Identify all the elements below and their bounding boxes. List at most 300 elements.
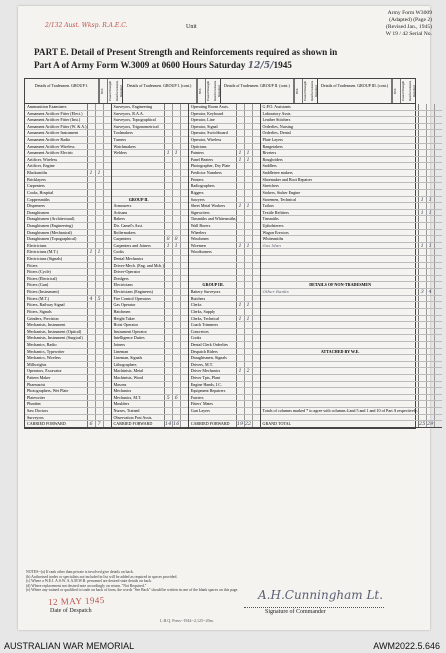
trade-label: Dental Clerk Orderlies [189, 342, 237, 348]
count-cell [427, 117, 435, 123]
count-cell [88, 335, 96, 341]
table-row [261, 137, 442, 144]
trade-label: CARRIED FORWARD [112, 421, 165, 427]
count-cell [419, 375, 427, 381]
table-row [261, 183, 442, 190]
count-cell [181, 170, 188, 176]
count-cell [88, 415, 96, 421]
count-cell [253, 249, 260, 255]
count-cell: 1 [245, 316, 253, 322]
count-cell [173, 282, 181, 288]
count-cell [181, 256, 188, 262]
count-cell [245, 401, 253, 407]
table-row [189, 236, 260, 243]
count-cell [427, 309, 435, 315]
trade-label: Hoist Operator [112, 322, 165, 328]
table-row [112, 375, 188, 382]
trade-label: Armament Artificer Wireless [25, 144, 88, 150]
group-header: Details of Tradesmen. GROUP I. (cont.) [123, 79, 197, 103]
count-cell [237, 349, 245, 355]
count-cell [245, 197, 253, 203]
despatch-label: Date of Despatch [50, 608, 92, 614]
trade-label: Mechanics, Radio [25, 342, 88, 348]
count-cell [253, 362, 260, 368]
count-cell [245, 309, 253, 315]
count-cell [253, 117, 260, 123]
table-row [112, 104, 188, 111]
table-row [261, 276, 442, 283]
count-cell [245, 137, 253, 143]
table-row [25, 216, 111, 223]
count-cell: 1 [427, 197, 435, 203]
trade-label: Gas Man [261, 243, 419, 249]
trade-label [261, 263, 419, 269]
table-row [261, 263, 442, 270]
count-cell [237, 401, 245, 407]
trade-label: Engine Hands, I.C. [189, 382, 237, 388]
trade-label [112, 183, 165, 189]
table-row [112, 382, 188, 389]
count-cell [173, 216, 181, 222]
count-cell [253, 104, 260, 110]
trade-label [261, 375, 419, 381]
count-cell [96, 401, 104, 407]
count-cell [237, 263, 245, 269]
count-cell [165, 296, 173, 302]
table-row [25, 183, 111, 190]
count-cell [435, 117, 442, 123]
table-row [189, 104, 260, 111]
trade-label: Mechanists, Instrument (Surgical) [25, 335, 88, 341]
count-cell [245, 124, 253, 130]
trade-label: Storemen, Technical [261, 197, 419, 203]
table-row [112, 210, 188, 217]
count-cell: 1 [165, 150, 173, 156]
count-cell [173, 349, 181, 355]
trade-label [261, 256, 419, 262]
count-cell [435, 335, 442, 341]
count-cell [435, 236, 442, 242]
table-row [25, 322, 111, 329]
count-cell [104, 342, 111, 348]
count-cell [96, 329, 104, 335]
table-row [112, 302, 188, 309]
count-cell [104, 309, 111, 315]
count-cell [104, 362, 111, 368]
table-row [189, 329, 260, 336]
trade-label: Saw Doctors [25, 408, 88, 414]
count-cell [165, 111, 173, 117]
count-cell [435, 104, 442, 110]
trade-label: Gas Operator [112, 302, 165, 308]
title-line-1: PART E. Detail of Present Strength and Reinforcements required as shown in [34, 47, 338, 57]
table-row [189, 170, 260, 177]
count-cell [245, 216, 253, 222]
table-row [261, 124, 442, 131]
count-cell [427, 137, 435, 143]
trade-label: Armament Artificer Radio [25, 137, 88, 143]
count-cell [253, 223, 260, 229]
count-cell: 19 [236, 421, 244, 428]
count-cell [245, 104, 253, 110]
count-cell [173, 388, 181, 394]
count-cell [181, 269, 188, 275]
count-cell [419, 276, 427, 282]
trade-label: Wheelers [189, 230, 237, 236]
count-cell [427, 349, 435, 355]
count-cell [173, 210, 181, 216]
count-cell [253, 197, 260, 203]
count-cell [88, 163, 96, 169]
count-cell [435, 111, 442, 117]
count-cell [427, 263, 435, 269]
count-cell [96, 104, 104, 110]
count-cell [237, 170, 245, 176]
table-row [189, 302, 260, 309]
trade-label: Fitters (Cycle) [25, 269, 88, 275]
trade-label [189, 269, 237, 275]
trade-label: Operator, Line [189, 117, 237, 123]
count-cell [88, 236, 96, 242]
count-cell [173, 230, 181, 236]
count-cell [173, 316, 181, 322]
table-row [261, 223, 442, 230]
count-cell [165, 216, 173, 222]
table-row [112, 137, 188, 144]
count-cell [165, 362, 173, 368]
trade-label: Riggers [189, 190, 237, 196]
trade-label: Driver-Mech. (Eng. and Mch.) [113, 262, 164, 268]
count-cell [173, 355, 181, 361]
trade-label: Electricians (Signals) [25, 256, 88, 262]
trade-label: Lineman [112, 349, 165, 355]
count-cell [88, 230, 96, 236]
count-cell [165, 375, 173, 381]
table-row [25, 177, 111, 184]
count-cell [245, 296, 253, 302]
count-cell [96, 137, 104, 143]
count-cell [104, 170, 111, 176]
count-cell [88, 190, 96, 196]
count-cell [253, 415, 260, 421]
table-row [112, 203, 188, 210]
count-cell [173, 296, 181, 302]
count-cell: 1 [245, 203, 253, 209]
trade-label: Grinders, Precision [25, 316, 88, 322]
count-cell [427, 276, 435, 282]
count-cell [435, 329, 442, 335]
count-cell [245, 177, 253, 183]
trade-label: Operator, Keyboard [189, 111, 237, 117]
count-cell [435, 223, 442, 229]
table-row [189, 117, 260, 124]
count-cell [96, 190, 104, 196]
count-cell [237, 124, 245, 130]
trade-label: Artisans [112, 210, 165, 216]
table-row [112, 157, 188, 164]
count-cell [181, 177, 188, 183]
count-cell [237, 382, 245, 388]
count-cell [181, 124, 188, 130]
count-cell [237, 282, 245, 288]
count-cell [165, 170, 173, 176]
trade-label [261, 415, 419, 421]
count-cell [88, 276, 96, 282]
trade-label: Carpenters and Joiners [112, 243, 165, 249]
count-cell: 2 [245, 368, 253, 374]
table-row [25, 223, 111, 230]
count-cell [435, 216, 442, 222]
count-cell [104, 289, 111, 295]
table-row [25, 349, 111, 356]
trade-label: Orderlies, Nursing [261, 124, 419, 130]
count-cell [96, 375, 104, 381]
count-cell [245, 183, 253, 189]
count-cell: 1 [245, 157, 253, 163]
count-cell [165, 263, 173, 269]
count-cell [427, 170, 435, 176]
count-cell [165, 388, 173, 394]
trade-label: Wiremen [189, 243, 237, 249]
count-cell [165, 415, 173, 421]
trade-label: Boilermakers [112, 230, 165, 236]
count-cell [181, 111, 188, 117]
count-cell [165, 368, 173, 374]
count-cell: 1 [419, 197, 427, 203]
table-row [261, 282, 442, 289]
count-cell [165, 223, 173, 229]
column-group-2-cont [189, 104, 261, 428]
count-cell [173, 170, 181, 176]
count-cell [173, 382, 181, 388]
count-cell [165, 190, 173, 196]
trade-label: Saddletree makers [261, 170, 419, 176]
table-row [261, 117, 442, 124]
count-cell [181, 368, 188, 374]
count-cell [237, 329, 245, 335]
count-cell [96, 124, 104, 130]
year: 1945 [273, 59, 292, 70]
count-cell [253, 368, 260, 374]
trade-label: Despatch Riders [189, 349, 237, 355]
form-line: Army Form W3009 [387, 10, 432, 16]
count-cell [165, 349, 173, 355]
table-row [261, 289, 442, 296]
count-cell [435, 157, 442, 163]
count-cell [104, 408, 111, 414]
trade-label: Fitters (Instrument) [25, 289, 88, 295]
count-cell [435, 415, 442, 421]
table-row [261, 382, 442, 389]
trade-label: Fitters (M.T.) [25, 296, 88, 302]
trade-label: Cooks [112, 249, 165, 255]
count-cell [427, 329, 435, 335]
table-row [261, 256, 442, 263]
note-line: (c) Where a W.E.I. A.S.W. A.A.M.W.R. personnel are desired state details on back. [26, 579, 152, 584]
trade-label [189, 276, 237, 282]
count-cell [237, 269, 245, 275]
trade-label: Dispensers [25, 203, 88, 209]
count-cell [435, 401, 442, 407]
trade-label: GROUP II. [112, 197, 165, 203]
commander-signature: A.H.Cunningham Lt. [258, 588, 384, 602]
trade-label [189, 415, 237, 421]
count-cell [96, 368, 104, 374]
table-row [112, 276, 188, 283]
count-cell [96, 197, 104, 203]
trade-label: GROUP III. [189, 282, 237, 288]
trade-label [261, 362, 419, 368]
count-cell [165, 276, 173, 282]
table-row [112, 117, 188, 124]
count-cell [419, 269, 427, 275]
count-cell: 4 [427, 289, 435, 295]
count-cell [427, 382, 435, 388]
count-cell [435, 421, 442, 427]
count-cell [435, 395, 442, 401]
trade-label: Other Ranks [261, 289, 419, 295]
table-row [25, 415, 111, 422]
table-row [261, 395, 442, 402]
count-cell [427, 157, 435, 163]
table-row [112, 256, 188, 263]
count-cell [88, 382, 96, 388]
table-row [189, 197, 260, 204]
count-cell [104, 163, 111, 169]
count-cell [245, 282, 253, 288]
count-cell [96, 223, 104, 229]
table-row [25, 249, 111, 256]
table-row [25, 137, 111, 144]
table-row [112, 249, 188, 256]
count-cell [419, 302, 427, 308]
count-cell [253, 375, 260, 381]
count-cell [88, 216, 96, 222]
count-cell [165, 130, 173, 136]
count-cell [245, 223, 253, 229]
trade-label: Watchmakers [112, 144, 165, 150]
count-cell [104, 183, 111, 189]
count-cell [173, 111, 181, 117]
trade-label: Stokers, Stoker Engine [261, 190, 419, 196]
count-cell [165, 183, 173, 189]
count-cell [104, 349, 111, 355]
count-cell [104, 296, 111, 302]
table-row [25, 190, 111, 197]
count-cell [104, 395, 111, 401]
count-cell [253, 130, 260, 136]
count-cell: 16 [173, 421, 180, 428]
count-cell [237, 415, 245, 421]
table-row [25, 362, 111, 369]
unit-label: Unit [186, 24, 197, 30]
trade-label: Upholsterers [261, 223, 419, 229]
trade-label: Surveyors, Trigonometrical [112, 124, 165, 130]
count-cell [245, 395, 253, 401]
count-cell [165, 401, 173, 407]
table-row [189, 362, 260, 369]
count-cell [104, 335, 111, 341]
count-cell [427, 269, 435, 275]
table-row [189, 203, 260, 210]
count-cell [88, 368, 96, 374]
table-row [112, 395, 188, 402]
trade-label: Surveyors, Engineering [112, 104, 165, 110]
count-cell [427, 395, 435, 401]
count-cell [181, 144, 188, 150]
trade-label: Mechanics [112, 388, 165, 394]
count-cell [419, 170, 427, 176]
table-row [25, 289, 111, 296]
count-cell: 7 [96, 421, 104, 427]
table-row [189, 256, 260, 263]
count-cell [181, 137, 188, 143]
count-cell [419, 256, 427, 262]
count-cell [245, 329, 253, 335]
table-row [112, 368, 188, 375]
count-cell [253, 296, 260, 302]
table-row [261, 342, 442, 349]
trade-label: Roughriders [261, 157, 419, 163]
table-row [25, 269, 111, 276]
column-group-1 [25, 104, 112, 428]
count-cell: 1 [173, 243, 181, 249]
count-cell [104, 190, 111, 196]
table-row [112, 296, 188, 303]
count-cell [237, 322, 245, 328]
count-cell [173, 342, 181, 348]
count-cell [245, 408, 253, 414]
count-cell [88, 130, 96, 136]
count-cell: 1 [88, 249, 96, 255]
table-row [189, 408, 260, 415]
count-cell [419, 382, 427, 388]
count-cell [173, 415, 181, 421]
count-cell [173, 362, 181, 368]
trade-label [112, 157, 165, 163]
count-cell [435, 190, 442, 196]
count-cell [88, 124, 96, 130]
count-cell [181, 210, 188, 216]
count-cell [419, 335, 427, 341]
table-row [112, 349, 188, 356]
trade-label: Leather Stitchers [261, 117, 419, 123]
count-cell [245, 263, 253, 269]
trade-label: Draughtsmen (Mechanical) [25, 230, 88, 236]
trade-label: CARRIED FORWARD [25, 421, 88, 427]
count-cell [427, 249, 435, 255]
count-cell: 1 [88, 170, 96, 176]
table-row [261, 230, 442, 237]
trade-label: Intelligence Duties [112, 335, 165, 341]
count-cell [96, 269, 104, 275]
count-cell [96, 256, 104, 262]
count-cell [104, 130, 111, 136]
count-cell [237, 197, 245, 203]
count-cell [165, 124, 173, 130]
count-cell [427, 316, 435, 322]
count-cell [165, 249, 173, 255]
table-row [112, 124, 188, 131]
trade-label: Panel Beaters [189, 157, 237, 163]
table-row [189, 316, 260, 323]
table-row [25, 421, 111, 428]
count-cell [173, 163, 181, 169]
trade-label: Fitters (Electrical) [25, 276, 88, 282]
count-cell [237, 342, 245, 348]
table-row [189, 263, 260, 270]
table-row [261, 421, 442, 428]
